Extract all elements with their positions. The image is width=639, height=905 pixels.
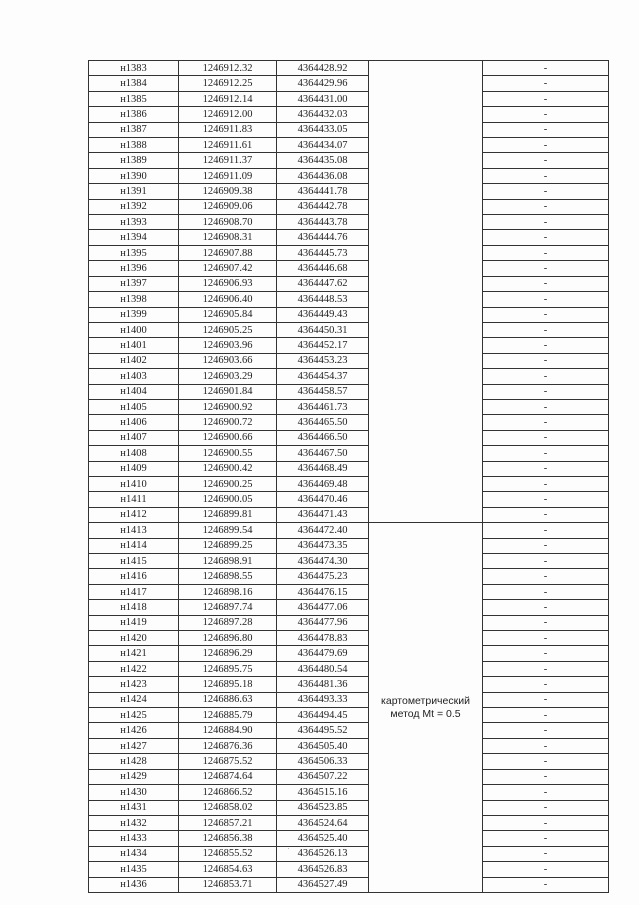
y-coordinate-cell: 4364466.50 [277,430,369,445]
point-id-cell: н1425 [89,708,179,723]
y-coordinate-cell: 4364477.96 [277,615,369,630]
x-coordinate-cell: 1246856.38 [179,831,277,846]
x-coordinate-cell: 1246866.52 [179,785,277,800]
x-coordinate-cell: 1246911.83 [179,122,277,137]
y-coordinate-cell: 4364472.40 [277,523,369,538]
dash-cell: - [483,384,609,399]
table-row [89,91,609,106]
y-coordinate-cell: 4364474.30 [277,554,369,569]
x-coordinate-cell: 1246897.28 [179,615,277,630]
point-id-cell: н1412 [89,507,179,522]
table-row [89,646,609,661]
point-id-cell: н1409 [89,461,179,476]
y-coordinate-cell: 4364443.78 [277,215,369,230]
y-coordinate-cell: 4364428.92 [277,61,369,76]
table-row [89,877,609,892]
table-row [89,584,609,599]
table-row [89,107,609,122]
x-coordinate-cell: 1246911.09 [179,168,277,183]
method-cell-empty [369,61,483,523]
point-id-cell: н1415 [89,554,179,569]
point-id-cell: н1423 [89,677,179,692]
x-coordinate-cell: 1246895.75 [179,661,277,676]
y-coordinate-cell: 4364434.07 [277,138,369,153]
table-row [89,492,609,507]
table-row [89,76,609,91]
point-id-cell: н1406 [89,415,179,430]
point-id-cell: н1428 [89,754,179,769]
dash-cell: - [483,461,609,476]
x-coordinate-cell: 1246906.93 [179,276,277,291]
dash-cell: - [483,153,609,168]
dash-cell: - [483,754,609,769]
y-coordinate-cell: 4364515.16 [277,785,369,800]
y-coordinate-cell: 4364494.45 [277,708,369,723]
table-row [89,677,609,692]
table-row [89,122,609,137]
x-coordinate-cell: 1246896.29 [179,646,277,661]
point-id-cell: н1411 [89,492,179,507]
dash-cell: - [483,307,609,322]
point-id-cell: н1385 [89,91,179,106]
point-id-cell: н1403 [89,369,179,384]
table-row [89,230,609,245]
x-coordinate-cell: 1246912.00 [179,107,277,122]
y-coordinate-cell: 4364473.35 [277,538,369,553]
x-coordinate-cell: 1246903.96 [179,338,277,353]
x-coordinate-cell: 1246900.72 [179,415,277,430]
table-row [89,261,609,276]
x-coordinate-cell: 1246899.81 [179,507,277,522]
y-coordinate-cell: 4364526.13 [277,846,369,861]
dash-cell: - [483,815,609,830]
x-coordinate-cell: 1246905.25 [179,322,277,337]
y-coordinate-cell: 4364493.33 [277,692,369,707]
method-accuracy: метод Mt = 0.5 [390,707,461,720]
x-coordinate-cell: 1246885.79 [179,708,277,723]
point-id-cell: н1414 [89,538,179,553]
table-row [89,476,609,491]
dash-cell: - [483,800,609,815]
table-row [89,569,609,584]
x-coordinate-cell: 1246909.06 [179,199,277,214]
y-coordinate-cell: 4364453.23 [277,353,369,368]
y-coordinate-cell: 4364450.31 [277,322,369,337]
dash-cell: - [483,122,609,137]
x-coordinate-cell: 1246901.84 [179,384,277,399]
x-coordinate-cell: 1246895.18 [179,677,277,692]
y-coordinate-cell: 4364442.78 [277,199,369,214]
point-id-cell: н1402 [89,353,179,368]
dash-cell: - [483,554,609,569]
x-coordinate-cell: 1246912.32 [179,61,277,76]
dash-cell: - [483,600,609,615]
point-id-cell: н1384 [89,76,179,91]
x-coordinate-cell: 1246908.31 [179,230,277,245]
coordinates-table-body [89,61,609,893]
dash-cell: - [483,569,609,584]
point-id-cell: н1407 [89,430,179,445]
dash-cell: - [483,199,609,214]
x-coordinate-cell: 1246875.52 [179,754,277,769]
table-row [89,831,609,846]
x-coordinate-cell: 1246874.64 [179,769,277,784]
dash-cell: - [483,476,609,491]
point-id-cell: н1420 [89,631,179,646]
point-id-cell: н1424 [89,692,179,707]
dash-cell: - [483,538,609,553]
x-coordinate-cell: 1246898.91 [179,554,277,569]
point-id-cell: н1419 [89,615,179,630]
point-id-cell: н1390 [89,168,179,183]
dash-cell: - [483,353,609,368]
dash-cell: - [483,769,609,784]
table-row [89,600,609,615]
point-id-cell: н1387 [89,122,179,137]
point-id-cell: н1431 [89,800,179,815]
y-coordinate-cell: 4364506.33 [277,754,369,769]
x-coordinate-cell: 1246854.63 [179,862,277,877]
table-row [89,138,609,153]
x-coordinate-cell: 1246903.29 [179,369,277,384]
y-coordinate-cell: 4364469.48 [277,476,369,491]
method-name: картометрический [381,694,470,707]
dash-cell: - [483,276,609,291]
dash-cell: - [483,785,609,800]
table-row [89,800,609,815]
point-id-cell: н1408 [89,446,179,461]
x-coordinate-cell: 1246853.71 [179,877,277,892]
table-row [89,245,609,260]
dash-cell: - [483,831,609,846]
dash-cell: - [483,338,609,353]
table-row [89,738,609,753]
y-coordinate-cell: 4364458.57 [277,384,369,399]
y-coordinate-cell: 4364481.36 [277,677,369,692]
table-row [89,276,609,291]
x-coordinate-cell: 1246908.70 [179,215,277,230]
x-coordinate-cell: 1246900.25 [179,476,277,491]
table-row [89,399,609,414]
dash-cell: - [483,184,609,199]
x-coordinate-cell: 1246900.42 [179,461,277,476]
x-coordinate-cell: 1246886.63 [179,692,277,707]
y-coordinate-cell: 4364448.53 [277,292,369,307]
dash-cell: - [483,846,609,861]
point-id-cell: н1396 [89,261,179,276]
table-row [89,307,609,322]
dash-cell: - [483,245,609,260]
y-coordinate-cell: 4364524.64 [277,815,369,830]
x-coordinate-cell: 1246912.14 [179,91,277,106]
y-coordinate-cell: 4364467.50 [277,446,369,461]
table-row [89,846,609,861]
point-id-cell: н1429 [89,769,179,784]
table-row [89,61,609,76]
x-coordinate-cell: 1246900.05 [179,492,277,507]
dash-cell: - [483,446,609,461]
y-coordinate-cell: 4364507.22 [277,769,369,784]
table-row [89,292,609,307]
y-coordinate-cell: 4364480.54 [277,661,369,676]
dash-cell: - [483,615,609,630]
table-row [89,615,609,630]
point-id-cell: н1401 [89,338,179,353]
y-coordinate-cell: 4364479.69 [277,646,369,661]
y-coordinate-cell: 4364441.78 [277,184,369,199]
dash-cell: - [483,369,609,384]
point-id-cell: н1433 [89,831,179,846]
scan-speck [288,848,289,849]
point-id-cell: н1434 [89,846,179,861]
point-id-cell: н1388 [89,138,179,153]
point-id-cell: н1417 [89,584,179,599]
x-coordinate-cell: 1246898.16 [179,584,277,599]
x-coordinate-cell: 1246900.92 [179,399,277,414]
table-row [89,338,609,353]
dash-cell: - [483,215,609,230]
y-coordinate-cell: 4364452.17 [277,338,369,353]
y-coordinate-cell: 4364465.50 [277,415,369,430]
table-row [89,631,609,646]
table-row [89,785,609,800]
point-id-cell: н1410 [89,476,179,491]
table-row [89,384,609,399]
x-coordinate-cell: 1246909.38 [179,184,277,199]
dash-cell: - [483,168,609,183]
y-coordinate-cell: 4364461.73 [277,399,369,414]
x-coordinate-cell: 1246911.61 [179,138,277,153]
x-coordinate-cell: 1246899.25 [179,538,277,553]
dash-cell: - [483,261,609,276]
point-id-cell: н1383 [89,61,179,76]
x-coordinate-cell: 1246898.55 [179,569,277,584]
point-id-cell: н1418 [89,600,179,615]
y-coordinate-cell: 4364523.85 [277,800,369,815]
point-id-cell: н1405 [89,399,179,414]
point-id-cell: н1416 [89,569,179,584]
point-id-cell: н1436 [89,877,179,892]
y-coordinate-cell: 4364435.08 [277,153,369,168]
x-coordinate-cell: 1246899.54 [179,523,277,538]
dash-cell: - [483,107,609,122]
y-coordinate-cell: 4364470.46 [277,492,369,507]
dash-cell: - [483,430,609,445]
point-id-cell: н1426 [89,723,179,738]
x-coordinate-cell: 1246900.66 [179,430,277,445]
y-coordinate-cell: 4364449.43 [277,307,369,322]
point-id-cell: н1397 [89,276,179,291]
table-row [89,153,609,168]
point-id-cell: н1389 [89,153,179,168]
dash-cell: - [483,492,609,507]
coordinates-table [88,60,609,893]
table-row [89,461,609,476]
y-coordinate-cell: 4364527.49 [277,877,369,892]
table-row [89,430,609,445]
table-row [89,369,609,384]
dash-cell: - [483,523,609,538]
y-coordinate-cell: 4364477.06 [277,600,369,615]
table-row [89,353,609,368]
method-cell [369,523,483,893]
table-row [89,692,609,707]
point-id-cell: н1399 [89,307,179,322]
y-coordinate-cell: 4364526.83 [277,862,369,877]
y-coordinate-cell: 4364454.37 [277,369,369,384]
dash-cell: - [483,507,609,522]
y-coordinate-cell: 4364495.52 [277,723,369,738]
dash-cell: - [483,230,609,245]
table-row [89,446,609,461]
x-coordinate-cell: 1246905.84 [179,307,277,322]
point-id-cell: н1432 [89,815,179,830]
dash-cell: - [483,76,609,91]
point-id-cell: н1404 [89,384,179,399]
table-row [89,215,609,230]
table-row [89,168,609,183]
dash-cell: - [483,661,609,676]
point-id-cell: н1413 [89,523,179,538]
x-coordinate-cell: 1246911.37 [179,153,277,168]
table-row [89,322,609,337]
point-id-cell: н1394 [89,230,179,245]
y-coordinate-cell: 4364505.40 [277,738,369,753]
x-coordinate-cell: 1246907.88 [179,245,277,260]
dash-cell: - [483,399,609,414]
x-coordinate-cell: 1246900.55 [179,446,277,461]
dash-cell: - [483,738,609,753]
point-id-cell: н1392 [89,199,179,214]
table-row [89,815,609,830]
table-row [89,862,609,877]
table-row [89,754,609,769]
point-id-cell: н1391 [89,184,179,199]
x-coordinate-cell: 1246907.42 [179,261,277,276]
x-coordinate-cell: 1246876.36 [179,738,277,753]
dash-cell: - [483,877,609,892]
x-coordinate-cell: 1246896.80 [179,631,277,646]
y-coordinate-cell: 4364478.83 [277,631,369,646]
table-row [89,507,609,522]
y-coordinate-cell: 4364446.68 [277,261,369,276]
dash-cell: - [483,322,609,337]
table-row [89,661,609,676]
y-coordinate-cell: 4364445.73 [277,245,369,260]
y-coordinate-cell: 4364429.96 [277,76,369,91]
x-coordinate-cell: 1246884.90 [179,723,277,738]
dash-cell: - [483,292,609,307]
dash-cell: - [483,692,609,707]
point-id-cell: н1427 [89,738,179,753]
dash-cell: - [483,631,609,646]
dash-cell: - [483,862,609,877]
y-coordinate-cell: 4364436.08 [277,168,369,183]
x-coordinate-cell: 1246897.74 [179,600,277,615]
y-coordinate-cell: 4364444.76 [277,230,369,245]
table-row [89,538,609,553]
table-row [89,199,609,214]
point-id-cell: н1395 [89,245,179,260]
y-coordinate-cell: 4364447.62 [277,276,369,291]
point-id-cell: н1386 [89,107,179,122]
point-id-cell: н1398 [89,292,179,307]
dash-cell: - [483,91,609,106]
y-coordinate-cell: 4364432.03 [277,107,369,122]
x-coordinate-cell: 1246903.66 [179,353,277,368]
table-row [89,523,609,538]
y-coordinate-cell: 4364475.23 [277,569,369,584]
dash-cell: - [483,61,609,76]
point-id-cell: н1435 [89,862,179,877]
table-row [89,723,609,738]
x-coordinate-cell: 1246858.02 [179,800,277,815]
table-row [89,708,609,723]
dash-cell: - [483,677,609,692]
y-coordinate-cell: 4364476.15 [277,584,369,599]
table-row [89,554,609,569]
y-coordinate-cell: 4364433.05 [277,122,369,137]
y-coordinate-cell: 4364468.49 [277,461,369,476]
table-row [89,769,609,784]
dash-cell: - [483,138,609,153]
point-id-cell: н1430 [89,785,179,800]
dash-cell: - [483,708,609,723]
point-id-cell: н1393 [89,215,179,230]
x-coordinate-cell: 1246855.52 [179,846,277,861]
point-id-cell: н1422 [89,661,179,676]
table-row [89,184,609,199]
dash-cell: - [483,415,609,430]
y-coordinate-cell: 4364431.00 [277,91,369,106]
dash-cell: - [483,723,609,738]
y-coordinate-cell: 4364525.40 [277,831,369,846]
x-coordinate-cell: 1246857.21 [179,815,277,830]
dash-cell: - [483,646,609,661]
x-coordinate-cell: 1246906.40 [179,292,277,307]
dash-cell: - [483,584,609,599]
y-coordinate-cell: 4364471.43 [277,507,369,522]
point-id-cell: н1421 [89,646,179,661]
x-coordinate-cell: 1246912.25 [179,76,277,91]
table-row [89,415,609,430]
point-id-cell: н1400 [89,322,179,337]
